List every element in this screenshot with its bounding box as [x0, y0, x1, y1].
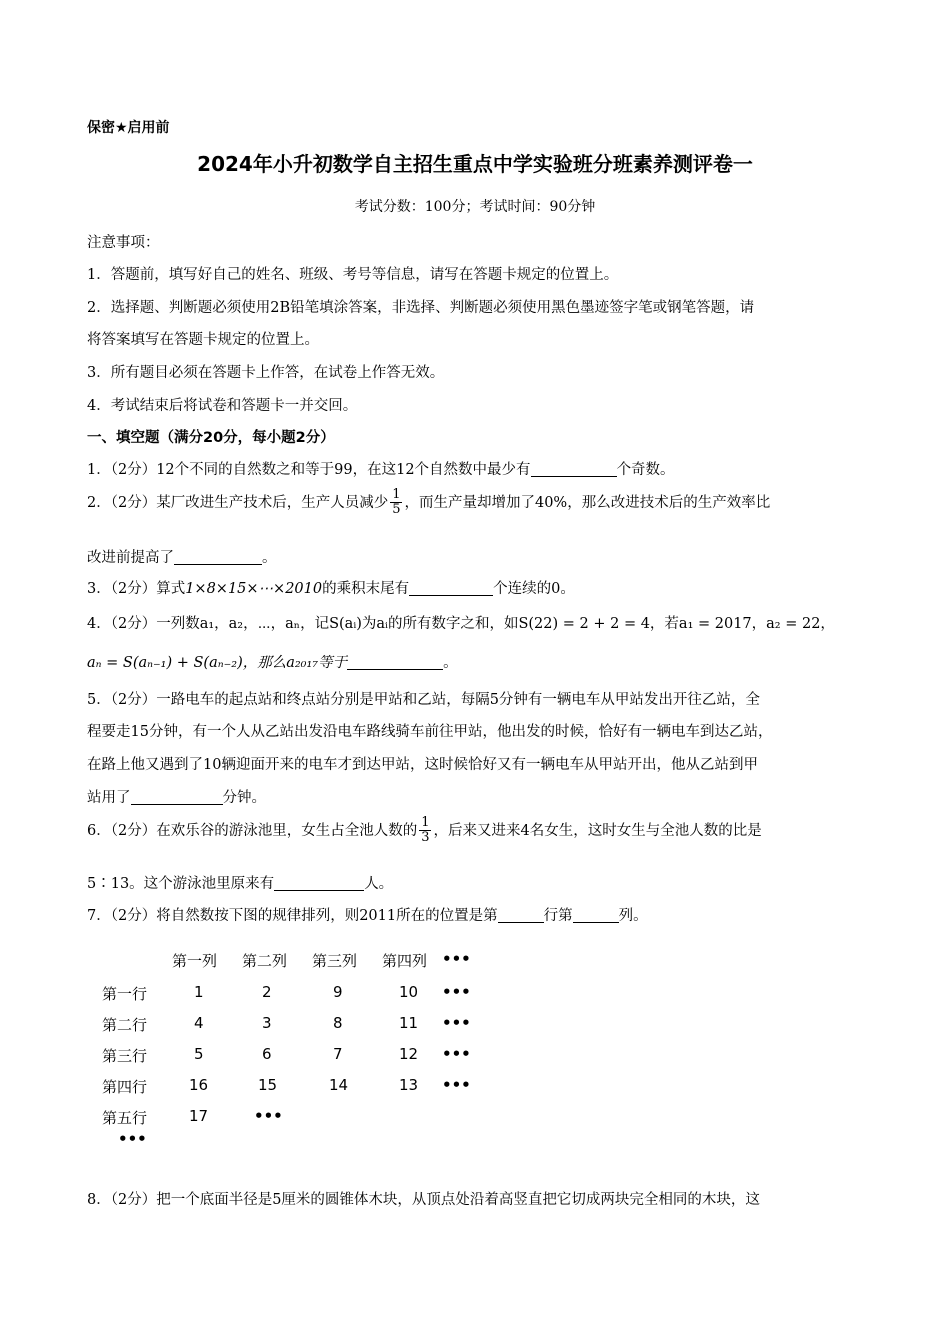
- answer-blank[interactable]: [409, 579, 493, 596]
- grid-number: 10: [399, 983, 419, 1001]
- grid-number: 13: [399, 1076, 419, 1094]
- column-header: 第三列: [312, 952, 358, 970]
- row-header: 第二行: [102, 1016, 148, 1034]
- grid-bottom-dots: •••: [118, 1130, 147, 1148]
- question-4-line2: [87, 651, 458, 672]
- q2-text: 2．（2分）某厂改进生产技术后，生产人员减少: [87, 494, 389, 511]
- q3-text-end: 个连续的0。: [493, 581, 575, 597]
- fraction: [390, 488, 402, 518]
- grid-number: 17: [189, 1107, 209, 1125]
- column-header: 第二列: [242, 952, 288, 970]
- grid-number: 9: [333, 983, 343, 1001]
- grid-number: 4: [194, 1014, 204, 1032]
- note-item: 将答案填写在答题卡规定的位置上。: [87, 332, 319, 348]
- question-7: [87, 904, 648, 925]
- row-header: 第五行: [102, 1109, 148, 1127]
- column-header: 第四列: [382, 952, 428, 970]
- answer-blank-column[interactable]: [573, 906, 619, 923]
- question-5-line3: 在路上他又遇到了10辆迎面开来的电车才到达甲站，这时候恰好又有一辆电车从甲站开出，他从乙站到甲: [87, 757, 758, 773]
- grid-number: 3: [262, 1014, 272, 1032]
- question-4: [87, 612, 835, 633]
- note-item: 3．所有题目必须在答题卡上作答，在试卷上作答无效。: [87, 365, 445, 381]
- grid-dots: •••: [254, 1107, 283, 1125]
- note-item: 2．选择题、判断题必须使用2B铅笔填涂答案，非选择、判断题必须使用黑色墨迹签字笔或钢笔答题，请: [87, 300, 755, 316]
- q6-text: 6．（2分）在欢乐谷的游泳池里，女生占全池人数的: [87, 822, 418, 839]
- question-8: 8．（2分）把一个底面半径是5厘米的圆锥体木块，从顶点处沿着高竖直把它切成两块完全相同的木块，这: [87, 1192, 760, 1208]
- question-5-line4: [87, 786, 266, 807]
- answer-blank-row[interactable]: [498, 906, 544, 923]
- grid-number: 11: [399, 1014, 419, 1032]
- grid-number: 2: [262, 983, 272, 1001]
- question-6-line2: [87, 872, 393, 893]
- q2-text-2: 改进前提高了: [87, 550, 174, 566]
- answer-blank[interactable]: [174, 548, 262, 565]
- grid-number: 1: [194, 983, 204, 1001]
- row-header: 第三行: [102, 1047, 148, 1065]
- page-title: 2024年小升初数学自主招生重点中学实验班分班素养测评卷一: [197, 152, 753, 176]
- q6-text-end: 人。: [364, 876, 394, 892]
- grid-number: 6: [262, 1045, 272, 1063]
- confidential-label: 保密★启用前: [87, 120, 170, 136]
- q1-text: 1．（2分）12个不同的自然数之和等于99，在这12个自然数中最少有: [87, 462, 531, 478]
- answer-blank[interactable]: [274, 874, 364, 891]
- fraction-denominator: 3: [421, 830, 430, 846]
- q7-text-mid: 行第: [543, 908, 573, 924]
- grid-dots: •••: [442, 983, 471, 1001]
- grid-dots: •••: [442, 1045, 471, 1063]
- number-arrangement-figure: [100, 950, 480, 1150]
- grid-number: 14: [329, 1076, 349, 1094]
- q4-text-end: 。: [443, 655, 458, 671]
- row-header: 第四行: [102, 1078, 148, 1096]
- grid-number: 12: [399, 1045, 419, 1063]
- note-item: 4．考试结束后将试卷和答题卡一并交回。: [87, 398, 358, 414]
- answer-blank[interactable]: [531, 460, 617, 477]
- fraction-denominator: 5: [392, 502, 401, 518]
- q1-text-end: 个奇数。: [616, 462, 675, 478]
- column-header: 第一列: [172, 952, 218, 970]
- row-header: 第一行: [102, 985, 148, 1003]
- q5-text: 站用了: [87, 790, 131, 806]
- q7-text-end: 列。: [618, 908, 648, 924]
- q6-text-2: 5∶13。这个游泳池里原来有: [87, 876, 275, 892]
- column-header-dots: •••: [442, 950, 471, 968]
- question-2-line2: [87, 546, 277, 567]
- question-6: [87, 816, 762, 846]
- q7-text: 7．（2分）将自然数按下图的规律排列，则2011所在的位置是第: [87, 908, 498, 924]
- q3-expression: 1×8×15×⋯×2010: [185, 581, 323, 597]
- q5-text-end: 分钟。: [222, 790, 266, 806]
- q3-text-mid: 的乘积末尾有: [322, 581, 410, 597]
- answer-blank[interactable]: [131, 788, 223, 805]
- grid-number: 16: [189, 1076, 209, 1094]
- fraction-numerator: 1: [421, 815, 430, 830]
- question-5: 5．（2分）一路电车的起点站和终点站分别是甲站和乙站，每隔5分钟有一辆电车从甲站发出开往乙站，全: [87, 692, 760, 708]
- q3-text: 3．（2分）算式: [87, 581, 186, 597]
- grid-number: 7: [333, 1045, 343, 1063]
- grid-number: 8: [333, 1014, 343, 1032]
- section-heading: 一、填空题（满分20分，每小题2分）: [87, 430, 335, 446]
- notes-heading: 注意事项：: [87, 235, 160, 251]
- question-3: [87, 577, 575, 598]
- q6-text-mid: ，后来又进来4名女生，这时女生与全池人数的比是: [433, 822, 762, 839]
- exam-info: 考试分数：100分；考试时间：90分钟: [354, 199, 596, 215]
- fraction-numerator: 1: [392, 487, 401, 502]
- q2-text-mid: ，而生产量却增加了40%，那么改进技术后的生产效率比: [404, 494, 771, 511]
- grid-dots: •••: [442, 1014, 471, 1032]
- grid-dots: •••: [442, 1076, 471, 1094]
- question-5-line2: 程要走15分钟，有一个人从乙站出发沿电车路线骑车前往甲站，他出发的时候，恰好有一辆电车到达乙站，: [87, 724, 773, 740]
- q2-text-end: 。: [262, 550, 277, 566]
- note-item: 1．答题前，填写好自己的姓名、班级、考号等信息，请写在答题卡规定的位置上。: [87, 267, 619, 283]
- fraction: [419, 816, 431, 846]
- grid-number: 15: [258, 1076, 278, 1094]
- answer-blank[interactable]: [347, 653, 443, 670]
- grid-number: 5: [194, 1045, 204, 1063]
- question-2: [87, 488, 770, 518]
- q4-text: 4．（2分）一列数a₁，a₂，⋯，aₙ，记S(aᵢ)为aᵢ的所有数字之和，如S(22) = 2 + 2 = 4，若a₁ = 2017，a₂ = 22，: [87, 616, 835, 632]
- q4-recurrence: aₙ = S(aₙ₋₁) + S(aₙ₋₂)，那么a₂₀₁₇等于: [87, 655, 348, 671]
- question-1: [87, 458, 675, 479]
